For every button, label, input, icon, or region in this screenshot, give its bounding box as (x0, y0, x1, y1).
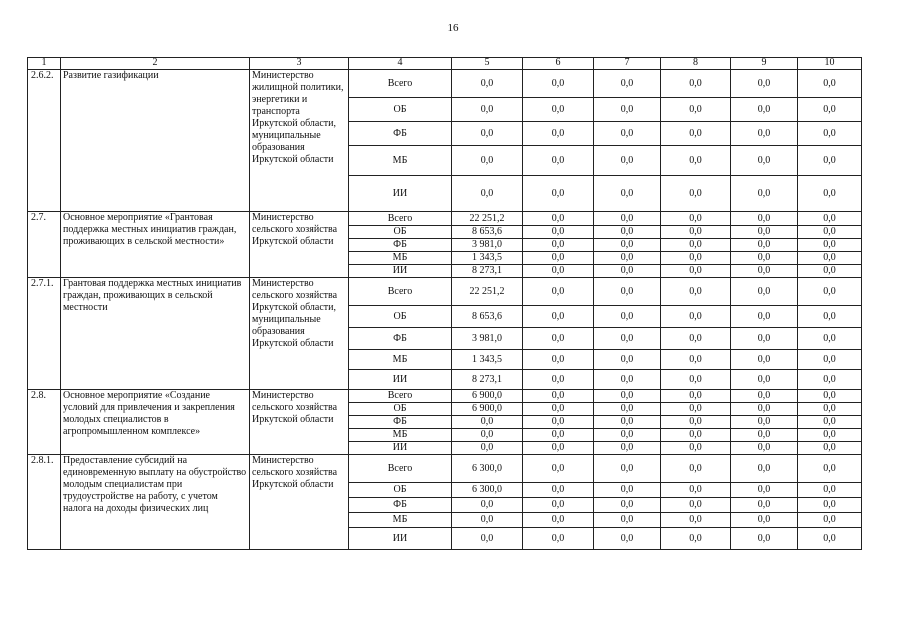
amount-cell: 0,0 (798, 176, 862, 212)
funding-source: ОБ (349, 98, 452, 122)
amount-cell: 1 343,5 (452, 252, 523, 265)
amount-cell: 0,0 (523, 416, 594, 429)
amount-cell: 0,0 (798, 416, 862, 429)
amount-cell: 0,0 (731, 403, 798, 416)
page-number: 16 (447, 22, 459, 34)
funding-source: ОБ (349, 403, 452, 416)
amount-cell: 0,0 (594, 239, 661, 252)
amount-cell: 0,0 (731, 455, 798, 483)
amount-cell: 0,0 (452, 429, 523, 442)
amount-cell: 0,0 (731, 370, 798, 390)
funding-source: ФБ (349, 328, 452, 350)
amount-cell: 0,0 (594, 483, 661, 498)
amount-cell: 0,0 (594, 429, 661, 442)
amount-cell: 0,0 (452, 98, 523, 122)
item-name: Грантовая поддержка местных инициатив граждан, проживающих в сельской местности (61, 278, 250, 390)
amount-cell: 0,0 (594, 390, 661, 403)
item-executor: Министерство жилищной политики, энергетики и транспорта Иркутской области, муниципальные образования Иркутской области (250, 70, 349, 212)
amount-cell: 0,0 (594, 370, 661, 390)
amount-cell: 0,0 (661, 265, 731, 278)
amount-cell: 0,0 (731, 442, 798, 455)
amount-cell: 0,0 (731, 278, 798, 306)
amount-cell: 0,0 (661, 416, 731, 429)
amount-cell: 8 653,6 (452, 306, 523, 328)
funding-source: ОБ (349, 226, 452, 239)
funding-source: Всего (349, 278, 452, 306)
amount-cell: 0,0 (731, 226, 798, 239)
amount-cell: 0,0 (798, 390, 862, 403)
amount-cell: 6 300,0 (452, 483, 523, 498)
amount-cell: 0,0 (594, 212, 661, 226)
amount-cell: 0,0 (661, 442, 731, 455)
amount-cell: 0,0 (661, 498, 731, 513)
amount-cell: 0,0 (731, 70, 798, 98)
amount-cell: 0,0 (661, 455, 731, 483)
amount-cell: 0,0 (731, 176, 798, 212)
amount-cell: 0,0 (798, 212, 862, 226)
amount-cell: 6 900,0 (452, 403, 523, 416)
amount-cell: 0,0 (523, 265, 594, 278)
amount-cell: 0,0 (594, 306, 661, 328)
column-number: 3 (250, 58, 349, 70)
amount-cell: 0,0 (661, 306, 731, 328)
amount-cell: 0,0 (523, 528, 594, 550)
amount-cell: 0,0 (661, 390, 731, 403)
amount-cell: 0,0 (452, 122, 523, 146)
amount-cell: 0,0 (731, 483, 798, 498)
amount-cell: 0,0 (661, 429, 731, 442)
amount-cell: 0,0 (523, 176, 594, 212)
amount-cell: 0,0 (731, 350, 798, 370)
amount-cell: 0,0 (452, 528, 523, 550)
amount-cell: 0,0 (523, 328, 594, 350)
amount-cell: 0,0 (731, 98, 798, 122)
amount-cell: 0,0 (798, 350, 862, 370)
amount-cell: 0,0 (661, 513, 731, 528)
funding-source: Всего (349, 212, 452, 226)
funding-source: Всего (349, 390, 452, 403)
amount-cell: 0,0 (523, 429, 594, 442)
amount-cell: 0,0 (731, 513, 798, 528)
amount-cell: 0,0 (594, 442, 661, 455)
amount-cell: 0,0 (798, 239, 862, 252)
amount-cell: 0,0 (523, 442, 594, 455)
amount-cell: 0,0 (798, 278, 862, 306)
amount-cell: 0,0 (523, 370, 594, 390)
table-row (28, 278, 862, 306)
item-executor: Министерство сельского хозяйства Иркутской области (250, 212, 349, 278)
amount-cell: 0,0 (661, 370, 731, 390)
amount-cell: 8 273,1 (452, 265, 523, 278)
column-number: 2 (61, 58, 250, 70)
amount-cell: 6 900,0 (452, 390, 523, 403)
amount-cell: 0,0 (731, 390, 798, 403)
budget-table (27, 57, 862, 550)
amount-cell: 0,0 (661, 98, 731, 122)
funding-source: ФБ (349, 122, 452, 146)
amount-cell: 22 251,2 (452, 212, 523, 226)
amount-cell: 3 981,0 (452, 328, 523, 350)
column-number: 5 (452, 58, 523, 70)
amount-cell: 0,0 (661, 226, 731, 239)
item-code: 2.8. (28, 390, 61, 455)
table-row (28, 212, 862, 226)
amount-cell: 0,0 (798, 528, 862, 550)
amount-cell: 0,0 (594, 122, 661, 146)
amount-cell: 0,0 (452, 498, 523, 513)
funding-source: ИИ (349, 176, 452, 212)
amount-cell: 0,0 (661, 146, 731, 176)
amount-cell: 0,0 (523, 146, 594, 176)
amount-cell: 0,0 (594, 98, 661, 122)
amount-cell: 0,0 (731, 239, 798, 252)
amount-cell: 0,0 (523, 403, 594, 416)
amount-cell: 0,0 (523, 98, 594, 122)
column-number: 7 (594, 58, 661, 70)
amount-cell: 0,0 (731, 265, 798, 278)
amount-cell: 0,0 (594, 146, 661, 176)
table-body (28, 70, 862, 550)
item-code: 2.6.2. (28, 70, 61, 212)
amount-cell: 0,0 (594, 350, 661, 370)
amount-cell: 0,0 (523, 226, 594, 239)
amount-cell: 0,0 (731, 328, 798, 350)
amount-cell: 0,0 (731, 306, 798, 328)
item-executor: Министерство сельского хозяйства Иркутской области, муниципальные образования Иркутской области (250, 278, 349, 390)
amount-cell: 0,0 (731, 416, 798, 429)
funding-source: ОБ (349, 306, 452, 328)
amount-cell: 22 251,2 (452, 278, 523, 306)
amount-cell: 0,0 (452, 146, 523, 176)
amount-cell: 0,0 (594, 176, 661, 212)
amount-cell: 0,0 (798, 252, 862, 265)
column-number: 8 (661, 58, 731, 70)
amount-cell: 0,0 (523, 70, 594, 98)
amount-cell: 0,0 (594, 328, 661, 350)
amount-cell: 0,0 (594, 416, 661, 429)
amount-cell: 0,0 (523, 498, 594, 513)
amount-cell: 0,0 (594, 513, 661, 528)
table-row (28, 390, 862, 403)
amount-cell: 0,0 (523, 513, 594, 528)
amount-cell: 0,0 (731, 498, 798, 513)
funding-source: ИИ (349, 265, 452, 278)
amount-cell: 0,0 (523, 239, 594, 252)
amount-cell: 0,0 (731, 122, 798, 146)
amount-cell: 0,0 (452, 70, 523, 98)
amount-cell: 0,0 (731, 212, 798, 226)
amount-cell: 0,0 (731, 252, 798, 265)
column-number: 4 (349, 58, 452, 70)
amount-cell: 0,0 (798, 455, 862, 483)
amount-cell: 0,0 (523, 252, 594, 265)
amount-cell: 0,0 (452, 513, 523, 528)
item-code: 2.7. (28, 212, 61, 278)
amount-cell: 0,0 (798, 70, 862, 98)
amount-cell: 0,0 (661, 176, 731, 212)
amount-cell: 0,0 (731, 528, 798, 550)
item-code: 2.8.1. (28, 455, 61, 550)
amount-cell: 0,0 (798, 306, 862, 328)
funding-source: МБ (349, 513, 452, 528)
amount-cell: 0,0 (594, 528, 661, 550)
item-executor: Министерство сельского хозяйства Иркутской области (250, 390, 349, 455)
funding-source: ФБ (349, 239, 452, 252)
amount-cell: 0,0 (798, 429, 862, 442)
amount-cell: 0,0 (523, 455, 594, 483)
column-number: 6 (523, 58, 594, 70)
amount-cell: 0,0 (523, 306, 594, 328)
amount-cell: 0,0 (798, 98, 862, 122)
amount-cell: 0,0 (594, 70, 661, 98)
column-number-row (28, 58, 862, 70)
amount-cell: 0,0 (798, 403, 862, 416)
amount-cell: 0,0 (661, 70, 731, 98)
amount-cell: 0,0 (661, 350, 731, 370)
funding-source: МБ (349, 350, 452, 370)
funding-source: ФБ (349, 498, 452, 513)
amount-cell: 6 300,0 (452, 455, 523, 483)
amount-cell: 0,0 (594, 226, 661, 239)
item-code: 2.7.1. (28, 278, 61, 390)
column-number: 10 (798, 58, 862, 70)
amount-cell: 0,0 (798, 370, 862, 390)
amount-cell: 8 653,6 (452, 226, 523, 239)
amount-cell: 0,0 (523, 390, 594, 403)
amount-cell: 0,0 (798, 483, 862, 498)
amount-cell: 1 343,5 (452, 350, 523, 370)
amount-cell: 0,0 (523, 350, 594, 370)
table-row (28, 70, 862, 98)
amount-cell: 0,0 (661, 528, 731, 550)
amount-cell: 0,0 (594, 455, 661, 483)
amount-cell: 0,0 (661, 212, 731, 226)
amount-cell: 0,0 (798, 226, 862, 239)
item-name: Основное мероприятие «Создание условий для привлечения и закрепления молодых специалистов в агропромышленном комплексе» (61, 390, 250, 455)
amount-cell: 0,0 (798, 328, 862, 350)
amount-cell: 0,0 (594, 498, 661, 513)
funding-source: ФБ (349, 416, 452, 429)
amount-cell: 0,0 (798, 498, 862, 513)
amount-cell: 3 981,0 (452, 239, 523, 252)
amount-cell: 0,0 (661, 122, 731, 146)
amount-cell: 0,0 (452, 442, 523, 455)
amount-cell: 0,0 (523, 212, 594, 226)
amount-cell: 0,0 (523, 483, 594, 498)
amount-cell: 0,0 (661, 328, 731, 350)
item-name: Развитие газификации (61, 70, 250, 212)
funding-source: ИИ (349, 528, 452, 550)
item-name: Предоставление субсидий на единовременную выплату на обустройство молодым специалистам при трудоустройстве на работу, с учетом налога на доходы физических лиц (61, 455, 250, 550)
amount-cell: 0,0 (523, 278, 594, 306)
amount-cell: 0,0 (661, 239, 731, 252)
amount-cell: 0,0 (452, 416, 523, 429)
amount-cell: 0,0 (661, 483, 731, 498)
funding-source: Всего (349, 455, 452, 483)
amount-cell: 0,0 (798, 442, 862, 455)
amount-cell: 0,0 (452, 176, 523, 212)
funding-source: ИИ (349, 442, 452, 455)
amount-cell: 0,0 (731, 429, 798, 442)
item-executor: Министерство сельского хозяйства Иркутской области (250, 455, 349, 550)
amount-cell: 0,0 (731, 146, 798, 176)
amount-cell: 0,0 (594, 252, 661, 265)
amount-cell: 8 273,1 (452, 370, 523, 390)
table-row (28, 455, 862, 483)
item-name: Основное мероприятие «Грантовая поддержка местных инициатив граждан, проживающих в сельской местности» (61, 212, 250, 278)
amount-cell: 0,0 (798, 122, 862, 146)
amount-cell: 0,0 (594, 278, 661, 306)
column-number: 9 (731, 58, 798, 70)
funding-source: Всего (349, 70, 452, 98)
funding-source: МБ (349, 429, 452, 442)
amount-cell: 0,0 (798, 265, 862, 278)
amount-cell: 0,0 (661, 278, 731, 306)
funding-source: ОБ (349, 483, 452, 498)
amount-cell: 0,0 (798, 146, 862, 176)
amount-cell: 0,0 (594, 265, 661, 278)
amount-cell: 0,0 (661, 403, 731, 416)
amount-cell: 0,0 (594, 403, 661, 416)
amount-cell: 0,0 (661, 252, 731, 265)
funding-source: МБ (349, 252, 452, 265)
funding-source: МБ (349, 146, 452, 176)
amount-cell: 0,0 (523, 122, 594, 146)
column-number: 1 (28, 58, 61, 70)
funding-source: ИИ (349, 370, 452, 390)
amount-cell: 0,0 (798, 513, 862, 528)
